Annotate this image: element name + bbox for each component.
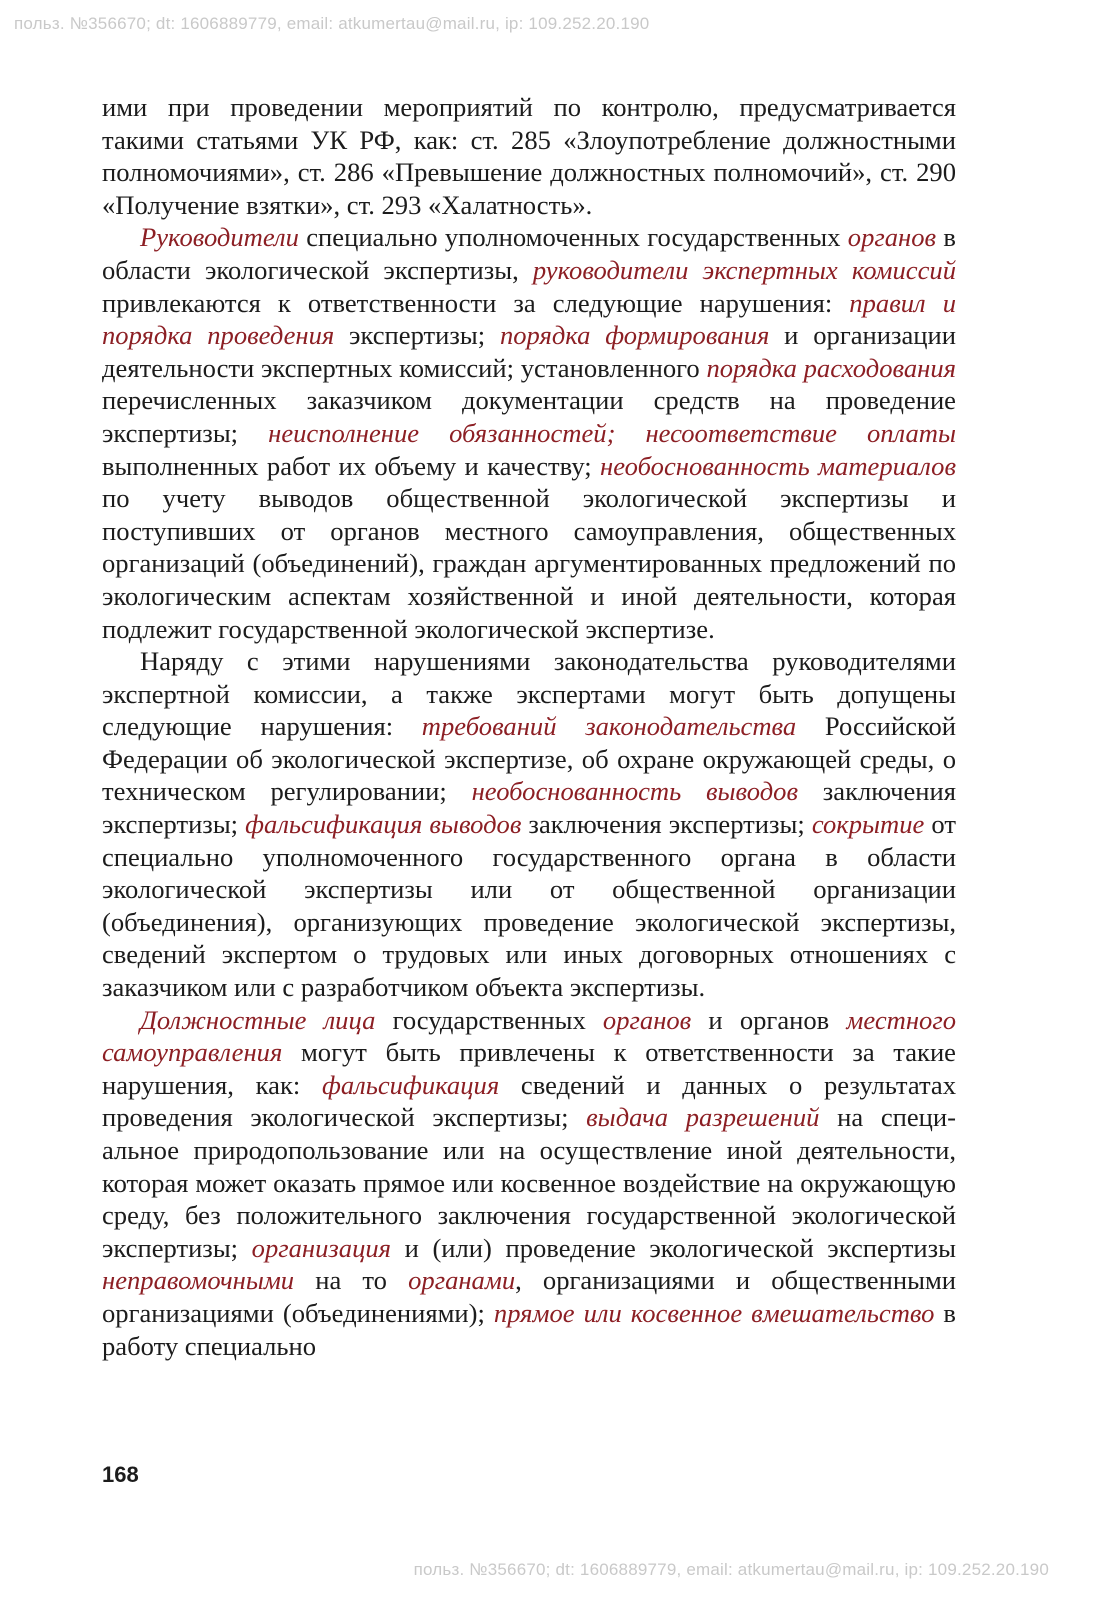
highlighted-term: выдача разрешений — [586, 1102, 820, 1133]
paragraph — [102, 221, 956, 645]
text-run: привлекаются к ответственности за следующие нарушения: — [102, 287, 850, 318]
highlighted-term: необоснованность выводов — [471, 776, 798, 807]
text-run: и организации деятельности экспертных комиссий; установленного — [102, 320, 956, 383]
highlighted-term: организация — [251, 1232, 392, 1263]
text-run: ими при проведении мероприятий по контролю, предусматривается такими статьями УК РФ, как: ст. 285 «Злоупотребление должностными полномочиями», ст. 286 «Превышение должностных полномочий», ст. 290 «Получение взятки», ст. 293 «Халатность». — [102, 92, 956, 220]
page-number: 168 — [102, 1462, 139, 1487]
highlighted-term: Должностные лица — [140, 1004, 376, 1035]
paragraph — [102, 1004, 956, 1363]
text-run: на специальное природопользование или на осуществление иной деятельности, которая может оказать прямое или косвенное воздействие на окружающую среду, без положительного заключения государственной экологической экспертизы; — [102, 1102, 956, 1263]
highlighted-term: органов — [602, 1004, 692, 1035]
text-run: в работу специально — [102, 1297, 956, 1361]
paragraph — [102, 91, 956, 221]
text-run: Российской Федерации об экологической экспертизе, об охране окружающей среды, о техническом регулировании; — [102, 711, 956, 807]
text-run: в области экологической экспертизы, — [102, 222, 956, 285]
text-run: сведений и данных о результатах проведения экологической экспертизы; — [102, 1069, 956, 1133]
highlighted-term: прямое или косвенное вмешательство — [493, 1297, 935, 1328]
highlighted-term: Руководители — [140, 222, 299, 253]
text-run: Наряду с этими нарушениями законодательства руководителями экспертной комиссии, а также экспертами могут быть допущены следующие нарушения: — [102, 646, 956, 742]
text-run: и органов — [691, 1004, 847, 1035]
text-run: выполненных работ их объему и качеству; — [102, 450, 601, 481]
highlighted-term: порядка расходования — [706, 352, 956, 383]
text-run: экспертизы; — [334, 320, 500, 351]
highlighted-term: неправомочными — [102, 1265, 295, 1296]
highlighted-term: органов — [847, 222, 937, 253]
highlighted-term: руководители экспертных комиссий — [532, 254, 956, 285]
text-run: на то — [294, 1265, 409, 1296]
watermark-bottom: польз. №356670; dt: 1606889779, email: atkumertau@mail.ru, ip: 109.252.20.190 — [413, 1560, 1049, 1579]
watermark-top: польз. №356670; dt: 1606889779, email: atkumertau@mail.ru, ip: 109.252.20.190 — [14, 14, 650, 33]
text-run: государственных — [375, 1004, 603, 1035]
text-run: могут быть привлечены к ответственности за такие нарушения, как: — [102, 1037, 956, 1100]
text-run: , организациями и общественными организациями (объединениями); — [102, 1265, 956, 1328]
highlighted-term: сокрытие — [811, 809, 925, 840]
text-run: заключения экспертизы; — [102, 776, 957, 840]
text-run: от специально уполномоченного государственного органа в области экологической экспертизы или от общественной организации (объединения), организующих проведение экологической экспертизы, сведений экспертом о трудовых или иных договорных отношениях с заказчиком или с разработчиком объекта экспертизы. — [102, 809, 956, 1003]
highlighted-term: местного самоуправления — [102, 1004, 956, 1068]
text-run: заключения экспертизы; — [521, 809, 812, 840]
highlighted-term: порядка формирования — [499, 320, 770, 351]
highlighted-term: фальсификация выводов — [245, 809, 522, 840]
highlighted-term: органами — [408, 1265, 516, 1296]
highlighted-term: необоснованность материалов — [600, 450, 956, 481]
highlighted-term: неисполнение обязанностей; несоответствие оплаты — [268, 417, 956, 448]
highlighted-term: фальсификация — [322, 1069, 500, 1100]
paragraph — [102, 645, 956, 1004]
text-run: и (или) проведение экологической экспертизы — [391, 1232, 956, 1263]
text-run: по учету выводов общественной экологической экспертизы и поступивших от органов местного самоуправления, общественных организаций (объединений), граждан аргументированных предложений по экологическим аспектам хозяйственной и иной деятельности, которая подлежит государственной экологической экспертизе. — [102, 483, 956, 644]
highlighted-term: требований законодательства — [421, 711, 797, 742]
text-run: перечисленных заказчиком документации средств на проведение экспертизы; — [102, 385, 956, 448]
highlighted-term: правил и порядка проведения — [102, 287, 956, 351]
page-body — [102, 91, 956, 1362]
text-run: специально уполномоченных государственных — [298, 222, 848, 253]
